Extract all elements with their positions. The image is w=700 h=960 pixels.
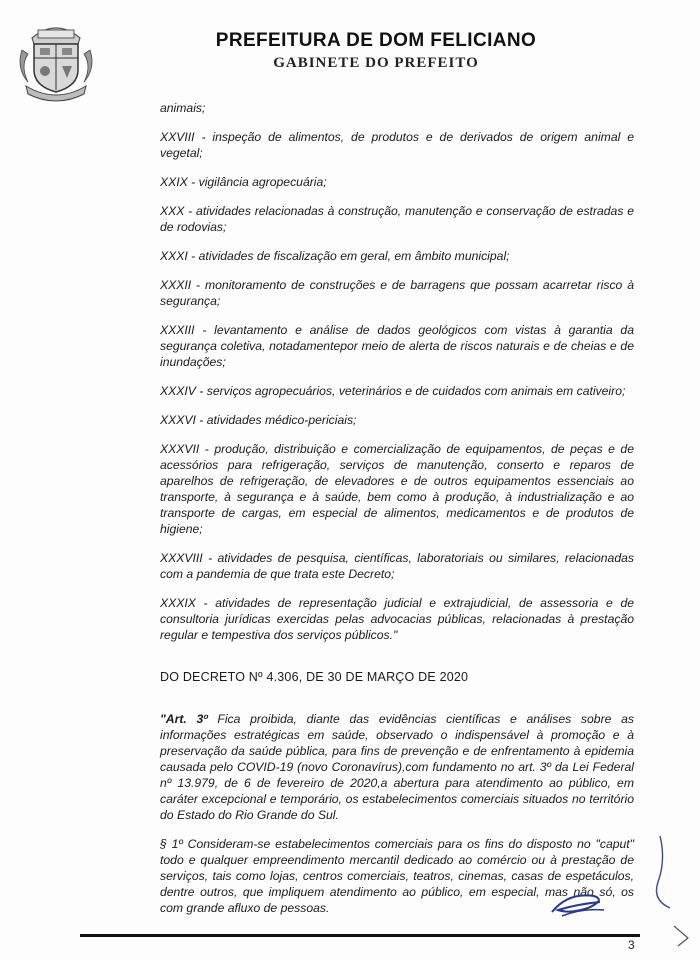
footer-divider [80,934,640,937]
article-3-text: Fica proibida, diante das evidências científicas e análises sobre as informações estratégicas em saúde, observado o indispensável à promoção e à preservação da saúde pública, para fins de prevenção e de enfrentamento à epidemia causada pelo COVID-19 (novo Coronavírus),com fundamento no art. 3º da Lei Federal nº 13.979, de 6 de fevereiro de 2020,a abertura para atendimento ao público, em caráter excepcional e temporário, os estabelecimentos comerciais situados no território do Estado do Rio Grande do Sul. [160,712,634,822]
list-item: XXXIX - atividades de representação judicial e extrajudicial, de assessoria e de consultoria jurídicas exercidas pelas advocacias públicas, relacionadas à prestação regular e tempestiva dos serviços públicos." [160,596,634,642]
list-item: XXX - atividades relacionadas à construção, manutenção e conservação de estradas e de rodovias; [160,204,634,234]
list-item: XXXI - atividades de fiscalização em geral, em âmbito municipal; [160,249,510,263]
municipal-coat-of-arms-icon [14,16,98,102]
list-item: XXVIII - inspeção de alimentos, de produtos e de derivados de origem animal e vegetal; [160,130,634,160]
list-item: XXIX - vigilância agropecuária; [160,175,327,189]
header-subtitle: GABINETE DO PREFEITO [273,55,479,71]
article-3-label: "Art. 3º [160,712,208,726]
list-item: XXXII - monitoramento de construções e de barragens que possam acarretar risco à segurança; [160,278,634,308]
list-item: XXXVI - atividades médico-periciais; [160,413,357,427]
header-title: PREFEITURA DE DOM FELICIANO [215,30,537,51]
list-item: XXXVII - produção, distribuição e comercialização de equipamentos, de peças e de acessórios para refrigeração, serviços de manutenção, conserto e reparos de aparelhos de refrigeração, de elevadores e de outros equipamentos essenciais ao transporte, à segurança e à saúde, bem como à produção, à industrialização e ao transporte de cargas, em especial de alimentos, medicamentos e de produtos de higiene; [160,442,634,536]
paragraph-1: § 1º Consideram-se estabelecimentos comerciais para os fins do disposto no "caput" todo e qualquer empreendimento mercantil dedicado ao comércio ou à prestação de serviços, tais como lojas, centros comerciais, teatros, cinemas, casas de espetáculos, dentre outros, que impliquem atendimento ao público, em especial, mas não só, os com grande afluxo de pessoas. [160,837,634,915]
article-3 [160,711,634,823]
page-number: 3 [628,938,635,952]
list-item: XXXIV - serviços agropecuários, veterinários e de cuidados com animais em cativeiro; [160,384,626,398]
pen-mark-icon [640,830,696,950]
document-body [160,100,634,916]
decree-heading: DO DECRETO Nº 4.306, DE 30 DE MARÇO DE 2020 [160,670,469,684]
list-item: animais; [160,101,206,115]
list-item: XXXIII - levantamento e análise de dados geológicos com vistas à garantia da segurança coletiva, notadamentepor meio de alerta de riscos naturais e de cheias e de inundações; [160,323,634,369]
signature-icon [548,882,608,922]
document-header [186,30,566,72]
list-item: XXXVIII - atividades de pesquisa, científicas, laboratoriais ou similares, relacionadas com a pandemia de que trata este Decreto; [160,551,634,581]
